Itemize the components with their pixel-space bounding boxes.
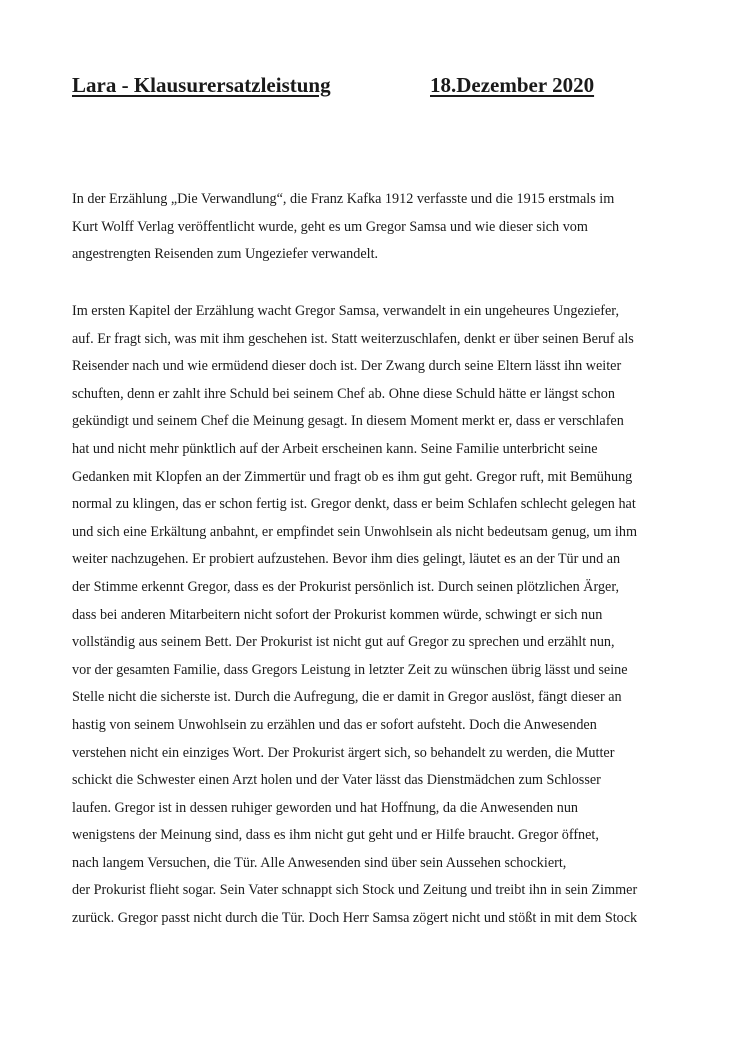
text-line: Im ersten Kapitel der Erzählung wacht Gregor Samsa, verwandelt in ein ungeheures Ungeziefer, — [72, 303, 620, 319]
text-line: vollständig aus seinem Bett. Der Prokurist ist nicht gut auf Gregor zu sprechen und erzählt nun, — [72, 634, 615, 651]
text-line: laufen. Gregor ist in dessen ruhiger geworden und hat Hoffnung, da die Anwesenden nun — [72, 799, 579, 816]
text-line: Gedanken mit Klopfen an der Zimmertür und fragt ob es ihm gut geht. Gregor ruft, mit Bemühung — [72, 468, 633, 485]
text-line: schuften, denn er zahlt ihre Schuld bei seinem Chef ab. Ohne diese Schuld hätte er längst schon — [72, 385, 615, 402]
document-header — [72, 70, 632, 100]
text-line: auf. Er fragt sich, was mit ihm geschehen ist. Statt weiterzuschlafen, denkt er über seinen Beruf als — [72, 330, 634, 347]
text-line: In der Erzählung „Die Verwandlung“, die Franz Kafka 1912 verfasste und die 1915 erstmals im — [72, 191, 615, 207]
text-line: hat und nicht mehr pünktlich auf der Arbeit erscheinen kann. Seine Familie unterbricht seine — [72, 440, 598, 457]
text-line: der Stimme erkennt Gregor, dass es der Prokurist persönlich ist. Durch seinen plötzlichen Ärger, — [72, 578, 620, 595]
text-line: Kurt Wolff Verlag veröffentlicht wurde, geht es um Gregor Samsa und wie dieser sich vom — [72, 218, 588, 235]
text-line: vor der gesamten Familie, dass Gregors Leistung in letzter Zeit zu wünschen übrig lässt und seine — [72, 661, 628, 678]
text-line: normal zu klingen, das er schon fertig ist. Gregor denkt, dass er beim Schlafen schlecht gelegen hat — [72, 496, 636, 513]
text-line: Stelle nicht die sicherste ist. Durch die Aufregung, die er damit in Gregor auslöst, fängt dieser an — [72, 689, 622, 706]
paragraph-intro — [72, 186, 682, 269]
text-line: und sich eine Erkältung anbahnt, er empfindet sein Unwohlsein als nicht bedeutsam genug, um ihm — [72, 523, 638, 540]
text-line: hastig von seinem Unwohlsein zu erzählen und das er sofort aufsteht. Doch die Anwesenden — [72, 716, 597, 733]
text-line: Reisender nach und wie ermüdend dieser doch ist. Der Zwang durch seine Eltern lässt ihn weiter — [72, 358, 622, 375]
text-line: wenigstens der Meinung sind, dass es ihm nicht gut geht und er Hilfe braucht. Gregor öffnet, — [72, 827, 599, 844]
text-line: verstehen nicht ein einziges Wort. Der Prokurist ärgert sich, so behandelt zu werden, die Mutter — [72, 744, 615, 761]
text-line: der Prokurist flieht sogar. Sein Vater schnappt sich Stock und Zeitung und treibt ihn in sein Zimmer — [72, 882, 638, 899]
paragraph-chapter-one — [72, 298, 682, 933]
text-line: nach langem Versuchen, die Tür. Alle Anwesenden sind über sein Aussehen schockiert, — [72, 854, 567, 871]
text-line: schickt die Schwester einen Arzt holen und der Vater lässt das Dienstmädchen zum Schlosser — [72, 772, 601, 789]
text-line: weiter nachzugehen. Er probiert aufzustehen. Bevor ihm dies gelingt, läutet es an der Tür und an — [72, 551, 621, 568]
text-line: dass bei anderen Mitarbeitern nicht sofort der Prokurist kommen würde, schwingt er sich nun — [72, 606, 603, 623]
document-date: 18.Dezember 2020 — [430, 73, 595, 97]
text-line: angestrengten Reisenden zum Ungeziefer verwandelt. — [72, 246, 379, 263]
document-title: Lara - Klausurersatzleistung — [72, 73, 331, 97]
text-line: gekündigt und seinem Chef die Meinung gesagt. In diesem Moment merkt er, dass er verschlafen — [72, 413, 624, 430]
text-line: zurück. Gregor passt nicht durch die Tür. Doch Herr Samsa zögert nicht und stößt in mit dem Stock — [72, 910, 638, 927]
